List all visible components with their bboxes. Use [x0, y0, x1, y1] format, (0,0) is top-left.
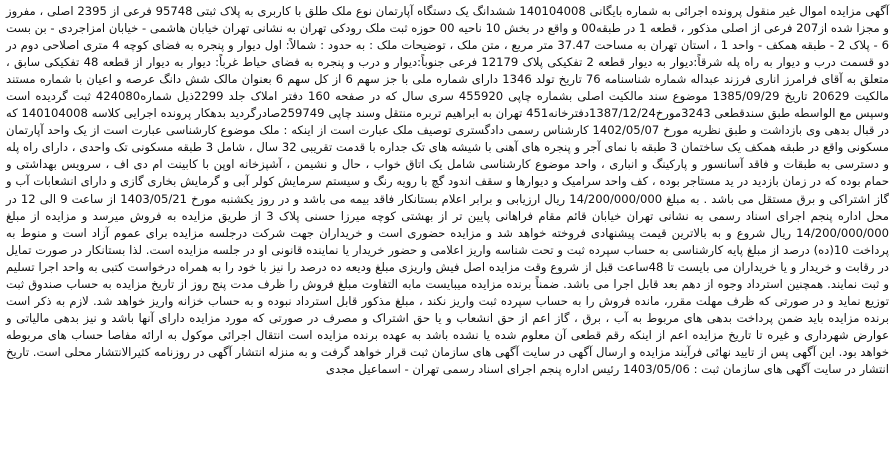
- notice-body-text: آگهی مزایده اموال غیر منقول پرونده اجرائی به شماره بایگانی 140104008 ششدانگ یک دستگاه آپارتمان نوع ملک طلق با کاربری به پلاک ثبتی 95748 فرعی از 2395 اصلی ، مفروز و مجزا شده از207 فرعی از اصلی مذکور ، قطعه 1 در طبقه00 و واقع در بخش 10 ناحیه 00 حوزه ثبت ملک رودکی تهران به نشانی تهران خیابان هاشمی - خیابان امزاجردی - بن بست 6 - پلاک 2 - طبقه همکف - واحد 1 ، استان تهران به مساحت 37.47 متر مربع ، متن ملک ، توضیحات ملک : به حدود : شمالاً: اول دیوار و پنجره به فضای کوچه 4 متری اصلاحی دوم در دو قسمت درب و دیوار به راه پله شرقاً:دیوار به دیوار قطعه 2 تفکیکی پلاک 12179 فرعی جنوباً:دیوار و درب و پنجره به فضای حیاط غرباً: دیوار به دیوار از قطعه 48 تفکیکی سابق ، متعلق به آقای فرامرز اناری فرزند عبداله شماره شناسنامه 76 تاریخ تولد 1346 دارای شماره ملی با جز سهم 6 از کل سهم 6 بعنوان مالک شش دانگ عرصه و اعیان با شماره مستند مالکیت 20629 تاریخ 1385/09/29 موضوع سند مالکیت اصلی بشماره چاپی 455920 سری سال که در صفحه 160 دفتر املاک جلد 2299ذیل شماره424080 ثبت گردیده است وسپس مع الواسطه طبق سندقطعی 3243مورخ1387/12/24دفترخانه451 تهران به ابراهیم تربره منتقل وسند چاپی 259749صادرگردید بدهکار پرونده اجرایی کلاسه 140104008 که در قبال بدهی وی بازداشت و طبق نظریه مورخ 1402/05/07 کارشناس رسمی دادگستری توصیف ملک عبارت است از اینکه : ملک موضوع کارشناسی عبارت است از یک واحد آپارتمان مسکونی واقع در طبقه همکف یک ساختمان 3 طبقه با نمای آجر و پنجره های آهنی با شیشه های تک جداره با قدمت تقریبی 32 سال ، شامل 3 طبقه مسکونی تک واحدی ، دارای راه پله و دسترسی به طبقات و فاقد آسانسور و پارکینگ و انباری ، واحد موضوع کارشناسی شامل یک اتاق خواب ، حال و نشیمن ، آشپزخانه اوپن با کابینت ام دی اف ، سرویس بهداشتی و حمام بوده که در زمان بازدید در ید مستاجر بوده ، کف واحد سرامیک و دیوارها و سقف اندود گچ با رویه رنگ و سیستم سرمایش کولر آبی و گرمایش بخاری گازی و دارای انشعابات آب و گاز اشتراکی و برق مستقل می باشد . به مبلغ 14/200/000/000 ریال ارزیابی و برابر اعلام بستانکار فاقد بیمه می باشد و در روز یکشنبه مورخ 1403/05/21 از ساعت 9 الی 12 در محل اداره پنجم اجرای اسناد رسمی به نشانی تهران خیابان قائم مقام فراهانی پایین تر از بهشتی کوچه میرزا حسنی پلاک 3 از طریق مزایده به فروش میرسد و مزایده از مبلغ 14/200/000/000 ریال شروع و به بالاترین قیمت پیشنهادی فروخته خواهد شد و مزایده حضوری است و خریداران جهت شرکت درجلسه مزایده برای عموم آزاد است و منوط به پرداخت 10(ده) درصد از مبلغ پایه کارشناسی به حساب سپرده ثبت و تحت شناسه واریز اعلامی و حضور خریدار یا نماینده قانونی او در جلسه مزایده است. لذا بستانکار در صورت تمایل در رقابت و خریدار و یا خریداران می بایست تا 48ساعت قبل از شروع وقت مزایده اصل فیش واریزی مبلغ ودیعه ده درصد را نیز با خود را به همراه درخواست کتبی به واحد اجرا تسلیم و ثبت نمایند. همچنین استرداد وجوه از دهم بعد قابل اجرا می باشد. ضمناً برنده مزایده میبایست مابه التفاوت مبلغ فروش را ظرف مدت پنج روز از تاریخ مزایده به حساب صندوق ثبت توزیع نماید و در صورتی که ظرف مهلت مقرر، مانده فروش را به حساب سپرده ثبت واریز نکند ، مبلغ مذکور قابل استرداد نبوده و به حساب خزانه واریز خواهد شد. لازم به ذکر است برنده مزایده باید ضمن پرداخت بدهی های مربوط به آب ، برق ، گاز اعم از حق انشعاب و یا حق اشتراک و مصرف در صورتی که مورد مزایده دارای آنها باشد و نیز بدهی مالیاتی و عوارض شهرداری و غیره تا تاریخ مزایده اعم از اینکه رقم قطعی آن معلوم شده یا نشده باشد به عهده برنده مزایده است انتقال اجرائی موکول به ارائه مفاصا حساب های مربوطه خواهد بود. این آگهی پس از تایید نهائی فرآیند مزایده و ارسال آگهی در سایت آگهی های سازمان ثبت قرار خواهد گرفت و به منزله انتشار آگهی در روزنامه کثیرالانتشار محلی است. تاریخ انتشار در سایت آگهی های سازمان ثبت : 1403/05/06 رئیس اداره پنجم اجرای اسناد رسمی تهران - اسماعیل مجدی: [6, 4, 890, 376]
